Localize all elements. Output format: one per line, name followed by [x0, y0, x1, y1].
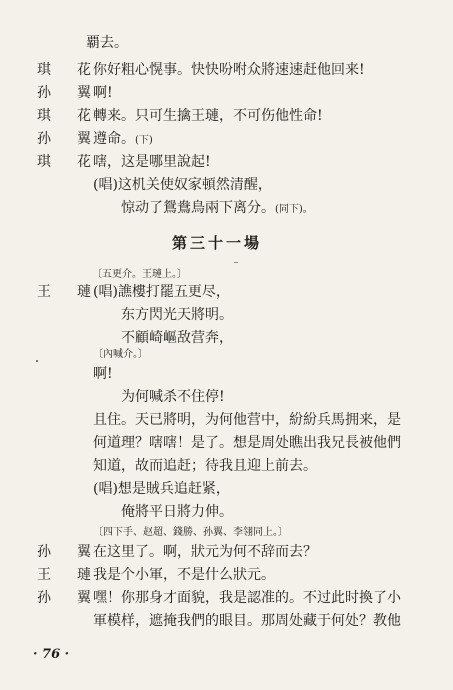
line-text: 你好粗心愰事。快快吩咐众將速速赶他回来!	[93, 62, 365, 78]
speaker-name: 王 璉	[37, 284, 97, 300]
line-text: (唱)这机关使奴家頓然清醒，	[93, 177, 272, 193]
stage-direction: 〔四下手、赵超、錢勝、孙翼、李翎同上。〕	[93, 527, 288, 538]
line-text: 不顧崎嶇敌营奔，	[121, 330, 233, 346]
line-text: 东方閃光天將明。	[121, 307, 233, 323]
stage-direction: 〔內喊介。〕	[93, 349, 148, 360]
stage-direction: (下)	[135, 135, 153, 146]
stage-direction: 〔五更介。王璉上。〕	[92, 269, 187, 280]
line-text: 我是个小軍，不是什么狀元。	[93, 567, 275, 583]
line-text: 知道，故而追赶；待我且迎上前去。	[93, 458, 317, 474]
verse: 惊动了鴛鴦鳥兩下离分。	[121, 200, 275, 216]
line-text: 軍模样，遮掩我們的眼目。那周处藏于何处？教他	[93, 613, 401, 629]
speaker-name: 孙 翼	[37, 131, 97, 147]
line-text	[93, 130, 153, 150]
line-text: (唱)譙樓打罷五更尽，	[93, 284, 230, 300]
line-text: 且住。天已將明，为何他营中，紛紛兵馬拥来，是	[93, 412, 401, 428]
line-text: (唱)想是賊兵追赶紧，	[93, 481, 230, 497]
speaker-name: 琪 花	[37, 108, 97, 124]
line-text: 嘿！你那身才面貌，我是認准的。不过此时換了小	[93, 590, 401, 606]
line-text: 俺將平日將力伸。	[121, 504, 233, 520]
line-text: 啊!	[93, 366, 113, 382]
ink-mark	[36, 360, 38, 362]
speaker-name: 王 璉	[37, 567, 97, 583]
line-text	[121, 199, 313, 219]
line-text: 啊!	[93, 85, 113, 101]
speaker-name: 琪 花	[37, 62, 97, 78]
line-text: 嗐，这是哪里說起!	[93, 154, 211, 170]
page-number: · 76 ·	[33, 647, 70, 662]
speaker-name: 孙 翼	[37, 590, 97, 606]
line-text: 何道理？嗐嗐！是了。想是周处瞧出我兄長被他們	[93, 435, 401, 451]
speaker-name: 琪 花	[37, 154, 97, 170]
line-text: 覇去。	[86, 35, 128, 51]
stage-direction: (同下)。	[275, 204, 313, 215]
line-text: 为何喊杀不住停!	[121, 389, 225, 405]
line-text: 在这里了。啊，狀元为何不辞而去？	[93, 544, 317, 560]
speaker-name: 孙 翼	[37, 544, 97, 560]
dialogue: 遵命。	[93, 131, 135, 147]
ink-mark	[234, 262, 238, 263]
speaker-name: 孙 翼	[37, 85, 97, 101]
line-text: 轉来。只可生擒王璉，不可伤他性命!	[93, 108, 323, 124]
scene-title: 第三十一場	[172, 234, 263, 252]
